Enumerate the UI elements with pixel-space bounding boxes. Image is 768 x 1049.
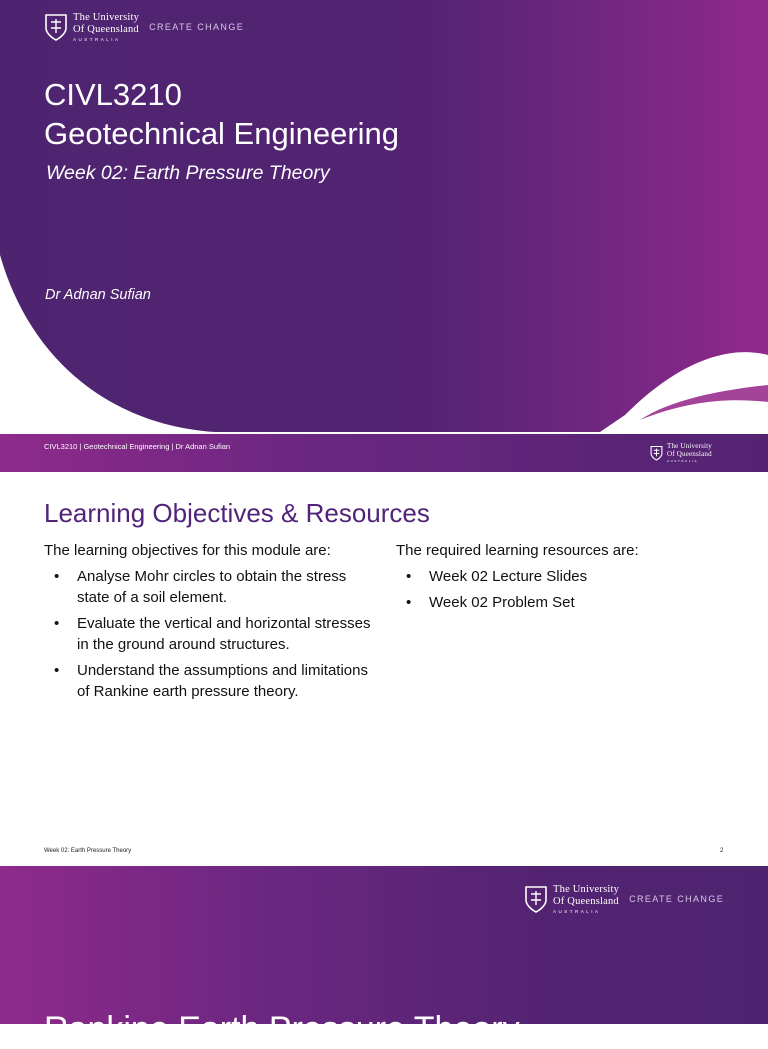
objective-text: Evaluate the vertical and horizontal stresses in the ground around structures. (77, 615, 371, 653)
slide-decor-curves (0, 0, 768, 432)
course-code: CIVL3210 (44, 77, 182, 112)
uq-crest-icon (44, 13, 68, 41)
university-name-line1: The University (553, 884, 620, 895)
objectives-column (44, 540, 374, 707)
uq-crest-icon (524, 885, 548, 913)
brand-tagline: CREATE CHANGE (629, 894, 725, 904)
uq-logo (44, 12, 244, 42)
slide-footer-title: Week 02: Earth Pressure Theory (44, 848, 132, 854)
university-name-line1: The University (73, 12, 140, 23)
lecture-subtitle: Week 02: Earth Pressure Theory (46, 162, 330, 184)
university-name-line2: Of Queensland (553, 896, 619, 907)
objective-text: Understand the assumptions and limitations of Rankine earth pressure theory. (77, 662, 368, 700)
resource-text: Week 02 Problem Set (429, 594, 575, 611)
slide-header-bar (0, 434, 768, 472)
bullet: • (54, 568, 60, 585)
list-item (44, 660, 374, 702)
list-item (44, 566, 374, 608)
university-country: AUSTRALIA (667, 459, 699, 463)
university-country: AUSTRALIA (73, 37, 121, 42)
course-title: Geotechnical Engineering (44, 116, 400, 151)
page-number: 2 (720, 848, 724, 854)
slide-heading: Learning Objectives & Resources (44, 498, 430, 528)
section-title-slide (0, 866, 768, 1048)
list-item (396, 566, 726, 587)
resources-column (396, 540, 726, 618)
bullet: • (54, 615, 60, 632)
objective-text: Analyse Mohr circles to obtain the stress state of a soil element. (77, 568, 347, 606)
list-item (44, 613, 374, 655)
university-country: AUSTRALIA (553, 909, 601, 914)
resource-text: Week 02 Lecture Slides (429, 568, 588, 585)
uq-logo-small (650, 442, 712, 463)
objectives-intro: The learning objectives for this module are: (44, 542, 331, 559)
bullet: • (406, 594, 412, 611)
resources-intro: The required learning resources are: (396, 542, 639, 559)
university-name-line2: Of Queensland (73, 24, 139, 35)
title-slide (0, 0, 768, 432)
header-course-info: CIVL3210 | Geotechnical Engineering | Dr Adnan Sufian (44, 442, 231, 451)
uq-logo (524, 884, 724, 914)
objectives-slide (0, 434, 768, 866)
brand-tagline: CREATE CHANGE (149, 22, 245, 32)
university-name-line2: Of Queensland (667, 450, 712, 458)
resources-list (396, 566, 726, 613)
objectives-list (44, 566, 374, 702)
lecturer-name: Dr Adnan Sufian (45, 287, 151, 303)
bullet: • (54, 662, 60, 679)
university-name-line1: The University (667, 442, 712, 450)
uq-crest-icon (650, 445, 663, 461)
section-title: Rankine Earth Pressure Theory (44, 1010, 520, 1048)
list-item (396, 592, 726, 613)
bullet: • (406, 568, 412, 585)
